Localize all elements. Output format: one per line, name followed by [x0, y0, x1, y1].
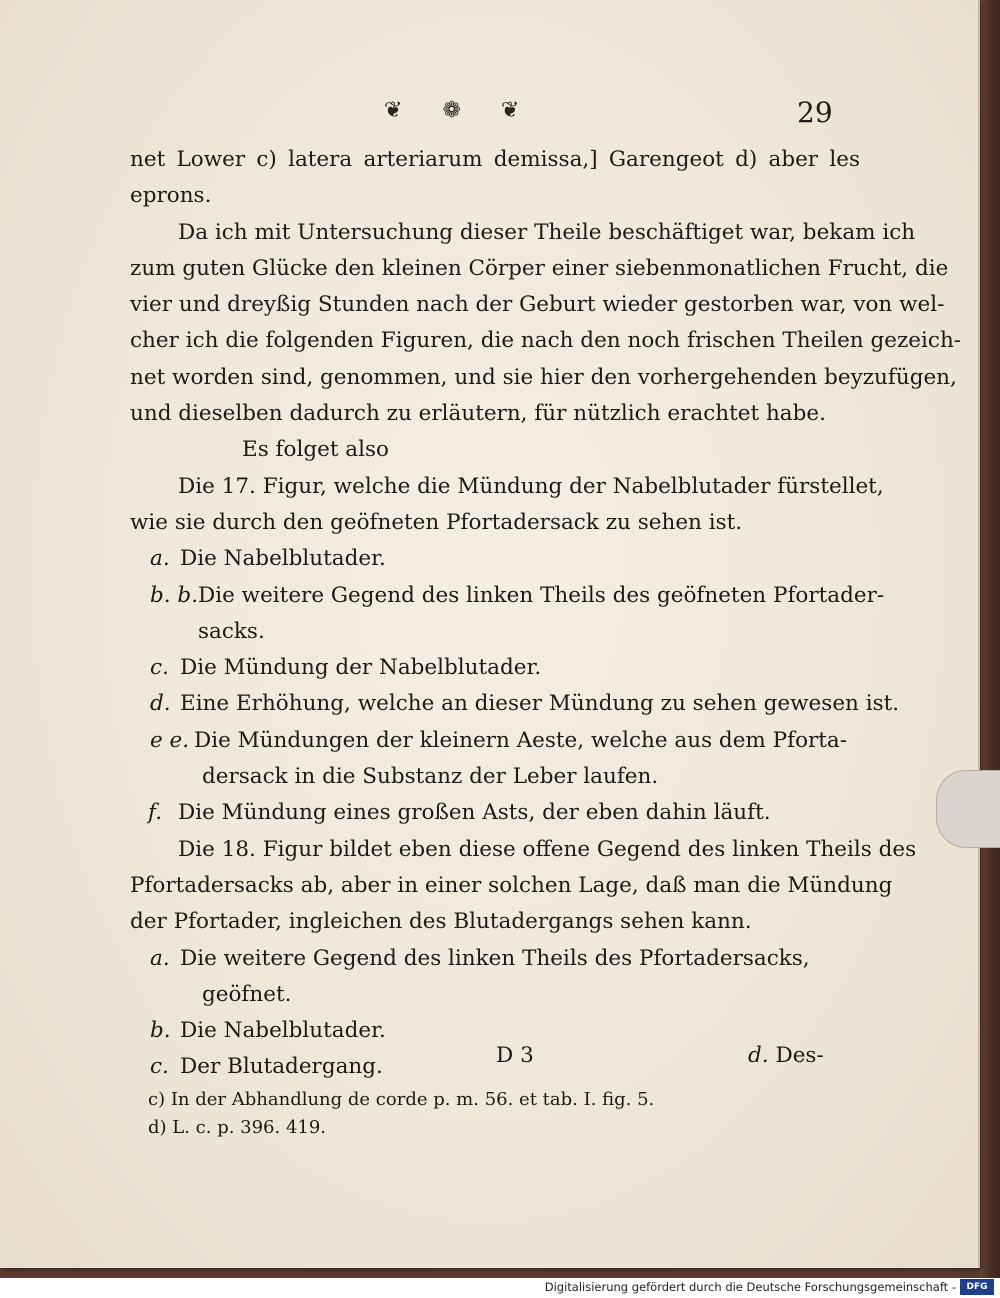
page-tab-marker: [936, 770, 1000, 848]
item-text: Der Blutadergang.: [180, 1054, 383, 1080]
item-letter: e e.: [150, 727, 190, 753]
list-item-continuation: dersack in die Substanz der Leber laufen.: [202, 764, 659, 790]
funding-credit: Digitalisierung gefördert durch die Deutsche Forschungsgemeinschaft -: [544, 1280, 956, 1294]
body-text: [130, 142, 962, 1086]
text-line: Pfortadersacks ab, aber in einer solchen Lage, daß man die Mündung: [130, 872, 893, 898]
item-letter: a.: [150, 945, 170, 971]
text-line: Da ich mit Untersuchung dieser Theile beschäftiget war, bekam ich: [178, 219, 916, 245]
catchword-letter: d.: [748, 1043, 769, 1068]
list-item: [130, 941, 860, 977]
text-line: eprons.: [130, 183, 212, 209]
item-text: Die Nabelblutader.: [180, 546, 386, 572]
list-item: [130, 723, 860, 759]
footnote-d: d) L. c. p. 396. 419.: [148, 1117, 327, 1138]
signature-mark: D 3: [496, 1043, 534, 1068]
text-line: Es folget also: [242, 437, 389, 463]
ornament-right-icon: ❦: [500, 98, 522, 123]
list-item: [130, 578, 885, 614]
catchword-text: Des-: [775, 1043, 824, 1068]
list-item: [130, 795, 860, 831]
item-letter: f.: [148, 800, 163, 826]
item-letter: b.: [150, 1018, 171, 1044]
text-line: net worden sind, genommen, und sie hier den vorhergehenden beyzufügen,: [130, 364, 957, 390]
page-number: 29: [797, 96, 833, 129]
text-line: vier und dreyßig Stunden nach der Geburt wieder gestorben war, von wel-: [130, 292, 945, 318]
list-item-continuation: sacks.: [198, 618, 265, 644]
item-letter: c.: [150, 655, 169, 681]
text-line: und dieselben dadurch zu erläutern, für nützlich erachtet habe.: [130, 401, 826, 427]
item-text: Die weitere Gegend des linken Theils des geöfneten Pfortader-: [198, 582, 885, 608]
item-text: Die Nabelblutader.: [180, 1018, 386, 1044]
catchword: [748, 1043, 824, 1068]
list-item: [130, 650, 860, 686]
list-item-continuation: geöfnet.: [202, 981, 292, 1007]
text-line: Die 18. Figur bildet eben diese offene Gegend des linken Theils des: [178, 836, 917, 862]
text-line: cher ich die folgenden Figuren, die nach den noch frischen Theilen gezeich-: [130, 328, 962, 354]
item-text: Eine Erhöhung, welche an dieser Mündung zu sehen gewesen ist.: [180, 691, 900, 717]
ornament-left-icon: ❦: [384, 98, 405, 123]
text-line: net Lower c) latera arteriarum demissa,] Garengeot d) aber les: [130, 147, 860, 172]
item-letter: c.: [150, 1054, 169, 1080]
text-line: Die 17. Figur, welche die Mündung der Nabelblutader fürstellet,: [178, 473, 884, 499]
item-text: Die Mündungen der kleinern Aeste, welche aus dem Pforta-: [194, 727, 848, 753]
list-item: [130, 541, 860, 577]
text-line: der Pfortader, ingleichen des Blutadergangs sehen kann.: [130, 909, 752, 935]
footnotes: [148, 1086, 654, 1142]
text-line: zum guten Glücke den kleinen Cörper einer siebenmonatlichen Frucht, die: [130, 255, 949, 281]
item-letter: d.: [150, 691, 171, 717]
footnote-c: c) In der Abhandlung de corde p. m. 56. et tab. I. fig. 5.: [148, 1089, 655, 1110]
ornament-center-icon: ❁: [442, 98, 463, 123]
item-text: Die weitere Gegend des linken Theils des Pfortadersacks,: [180, 945, 810, 971]
book-edge: [980, 0, 1000, 1278]
item-letter: b. b.: [150, 582, 199, 608]
header-ornament: [384, 98, 521, 123]
item-letter: a.: [150, 546, 170, 572]
text-line: wie sie durch den geöfneten Pfortadersack zu sehen ist.: [130, 509, 743, 535]
item-text: Die Mündung eines großen Asts, der eben dahin läuft.: [178, 800, 771, 826]
list-item: [130, 686, 900, 722]
item-text: Die Mündung der Nabelblutader.: [180, 655, 542, 681]
dfg-logo[interactable]: DFG: [960, 1279, 994, 1295]
